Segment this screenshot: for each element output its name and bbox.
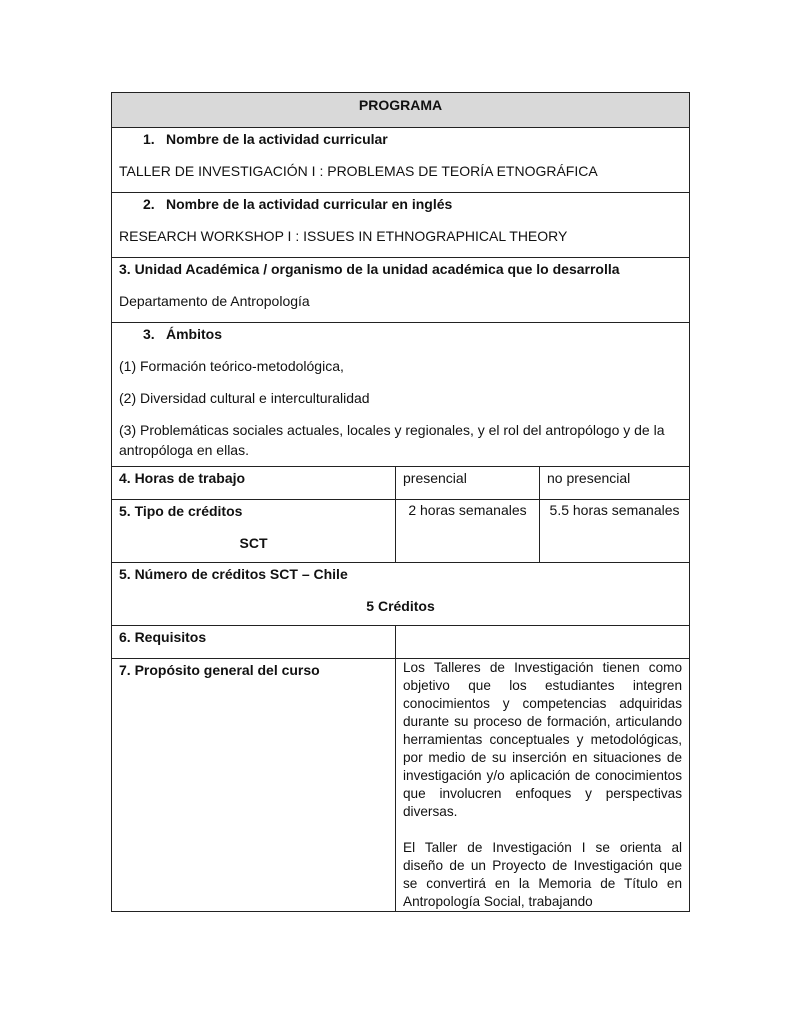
section-1-title — [119, 129, 682, 149]
section-2-number: 2. — [143, 196, 155, 212]
ambitos-title — [119, 324, 682, 344]
horas-row — [112, 467, 690, 500]
numero-creditos-cell — [112, 563, 690, 626]
horas-no-presencial-value: 5.5 horas semanales — [540, 500, 690, 563]
section-1-title-text: Nombre de la actividad curricular — [166, 131, 388, 147]
proposito-paragraph-1: Los Talleres de Investigación tienen como objetivo que los estudiantes integren conocimientos y competencias adquiridas durante su proceso de formación, articulando herramientas conceptuales y metodológicas, por medio de su inserción en situaciones de investigación y/o aplicación de conocimientos que involucren enfoques y perspectivas diversas. — [403, 660, 683, 819]
section-1-row — [112, 128, 690, 193]
tipo-creditos-title: 5. Tipo de créditos — [119, 503, 243, 519]
requisitos-row — [112, 626, 690, 659]
section-2-value: RESEARCH WORKSHOP I : ISSUES IN ETHNOGRAPHICAL THEORY — [119, 228, 568, 244]
horas-presencial: presencial — [396, 467, 540, 500]
header-row — [112, 93, 690, 128]
ambito-item-3: (3) Problemáticas sociales actuales, locales y regionales, y el rol del antropólogo y de la antropóloga en ellas. — [119, 422, 665, 458]
section-1 — [112, 128, 690, 193]
requisitos-value — [396, 626, 690, 659]
proposito-text — [396, 659, 690, 912]
ambitos-row — [112, 323, 690, 467]
ambito-item-2: (2) Diversidad cultural e interculturalidad — [119, 390, 370, 406]
section-3 — [112, 258, 690, 323]
section-1-number: 1. — [143, 131, 155, 147]
section-3-row — [112, 258, 690, 323]
horas-presencial-value: 2 horas semanales — [396, 500, 540, 563]
section-1-value: TALLER DE INVESTIGACIÓN I : PROBLEMAS DE TEORÍA ETNOGRÁFICA — [119, 163, 598, 179]
requisitos-label: 6. Requisitos — [112, 626, 396, 659]
horas-no-presencial: no presencial — [540, 467, 690, 500]
section-3-title: 3. Unidad Académica / organismo de la unidad académica que lo desarrolla — [119, 261, 620, 277]
tipo-creditos-type: SCT — [239, 535, 268, 551]
ambitos-section — [112, 323, 690, 467]
tipo-creditos-row — [112, 500, 690, 563]
proposito-paragraph-2: El Taller de Investigación I se orienta al diseño de un Proyecto de Investigación que se convertirá en la Memoria de Título en Antropología Social, trabajando — [403, 840, 683, 909]
numero-creditos-row — [112, 563, 690, 626]
ambito-item-1: (1) Formación teórico-metodológica, — [119, 358, 344, 374]
tipo-creditos-cell — [112, 500, 396, 563]
section-2 — [112, 193, 690, 258]
program-table — [111, 92, 690, 912]
section-2-row — [112, 193, 690, 258]
section-3-value: Departamento de Antropología — [119, 293, 310, 309]
ambitos-title-text: Ámbitos — [166, 326, 222, 342]
ambitos-number: 3. — [143, 326, 155, 342]
numero-creditos-title: 5. Número de créditos SCT – Chile — [119, 566, 348, 582]
numero-creditos-value: 5 Créditos — [366, 598, 435, 614]
section-2-title — [119, 194, 682, 214]
section-2-title-text: Nombre de la actividad curricular en inglés — [166, 196, 453, 212]
horas-label: 4. Horas de trabajo — [112, 467, 396, 500]
program-header: PROGRAMA — [112, 93, 690, 128]
proposito-label: 7. Propósito general del curso — [112, 659, 396, 912]
proposito-row — [112, 659, 690, 912]
